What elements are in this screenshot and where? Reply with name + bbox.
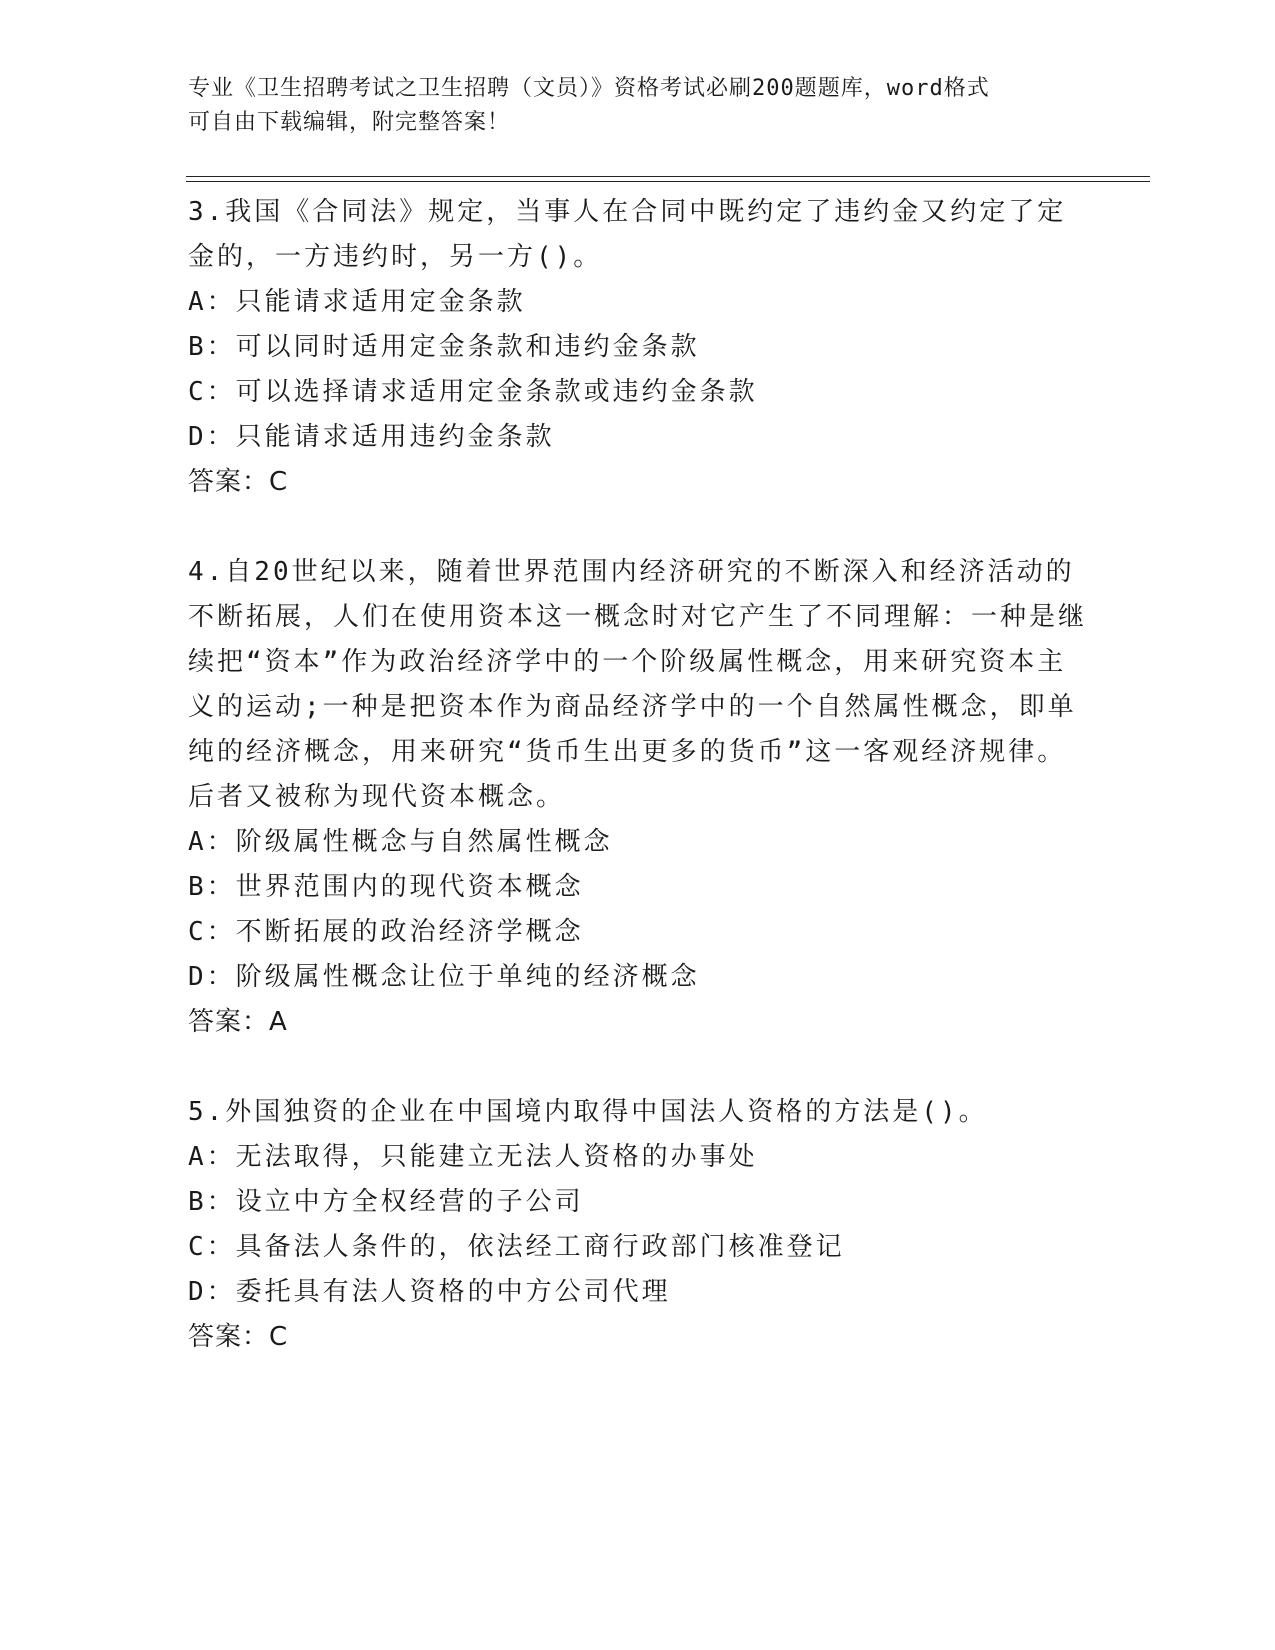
header-rule-bottom	[186, 181, 1150, 182]
option-c: C：具备法人条件的，依法经工商行政部门核准登记	[188, 1232, 845, 1262]
option-b: B：设立中方全权经营的子公司	[188, 1187, 584, 1217]
question-list	[188, 190, 1088, 1405]
question-stem: 3.我国《合同法》规定，当事人在合同中既约定了违约金又约定了定金的，一方违约时，另一方()。	[188, 197, 1067, 272]
question-4	[188, 550, 1088, 1045]
option-b: B：可以同时适用定金条款和违约金条款	[188, 332, 700, 362]
option-d: D：委托具有法人资格的中方公司代理	[188, 1277, 671, 1307]
question-stem: 5.外国独资的企业在中国境内取得中国法人资格的方法是()。	[188, 1097, 988, 1127]
answer: 答案：A	[188, 1007, 288, 1037]
header-rule-top	[186, 176, 1150, 177]
option-b: B：世界范围内的现代资本概念	[188, 872, 584, 902]
document-header	[188, 72, 1088, 140]
question-5	[188, 1090, 1088, 1360]
header-line-1: 专业《卫生招聘考试之卫生招聘（文员）》资格考试必刷200题题库，word格式	[188, 76, 990, 101]
option-a: A：无法取得，只能建立无法人资格的办事处	[188, 1142, 758, 1172]
option-c: C：可以选择请求适用定金条款或违约金条款	[188, 377, 758, 407]
option-a: A：只能请求适用定金条款	[188, 287, 526, 317]
option-d: D：只能请求适用违约金条款	[188, 422, 555, 452]
option-a: A：阶级属性概念与自然属性概念	[188, 827, 613, 857]
option-d: D：阶级属性概念让位于单纯的经济概念	[188, 962, 700, 992]
option-c: C：不断拓展的政治经济学概念	[188, 917, 584, 947]
answer: 答案：C	[188, 1322, 289, 1352]
question-stem: 4.自20世纪以来，随着世界范围内经济研究的不断深入和经济活动的不断拓展，人们在使用资本这一概念时对它产生了不同理解：一种是继续把“资本”作为政治经济学中的一个阶级属性概念，用来研究资本主义的运动;一种是把资本作为商品经济学中的一个自然属性概念，即单纯的经济概念，用来研究“货币生出更多的货币”这一客观经济规律。后者又被称为现代资本概念。	[188, 557, 1088, 812]
header-line-2: 可自由下载编辑，附完整答案！	[188, 110, 511, 135]
question-3	[188, 190, 1088, 505]
answer: 答案：C	[188, 467, 289, 497]
